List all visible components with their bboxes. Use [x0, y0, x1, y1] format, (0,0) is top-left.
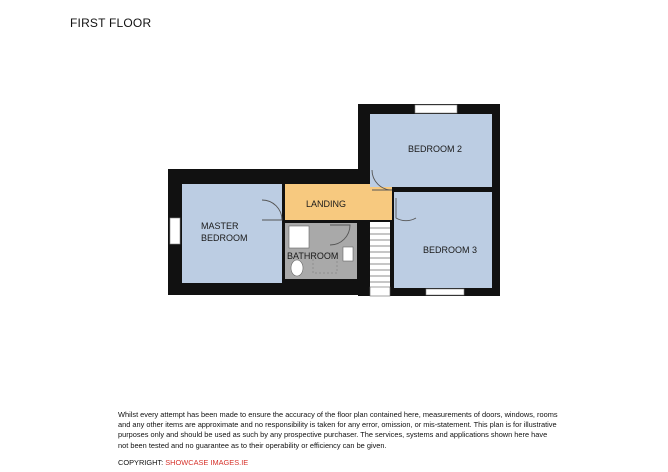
bedroom-3-label: BEDROOM 3 [423, 245, 478, 255]
disclaimer-text: Whilst every attempt has been made to ensure the accuracy of the floor plan contained here, measurements of doors, windows, rooms and any other items are approximate and no responsibility is taken for any error, omission, or mis-statement. This plan is for illustrative purposes only and should be used as such by any prospective purchaser. The services, systems and applications shown here have not been tested and no guarantee as to their operability or efficiency can be given. [118, 410, 558, 450]
stairs [370, 222, 390, 296]
copyright-label: COPYRIGHT: [118, 458, 166, 467]
master-bedroom-label-line1: MASTER [201, 221, 239, 231]
bathroom-label: BATHROOM [287, 251, 339, 261]
page-title: FIRST FLOOR [70, 16, 152, 30]
bedroom-2-label: BEDROOM 2 [408, 144, 463, 154]
copyright-line [118, 458, 248, 467]
copyright-brand-link[interactable]: SHOWCASE IMAGES.IE [165, 458, 249, 467]
bedroom-3-room [394, 192, 492, 288]
landing-label: LANDING [306, 199, 347, 209]
master-bedroom-label-line2: BEDROOM [201, 233, 248, 243]
